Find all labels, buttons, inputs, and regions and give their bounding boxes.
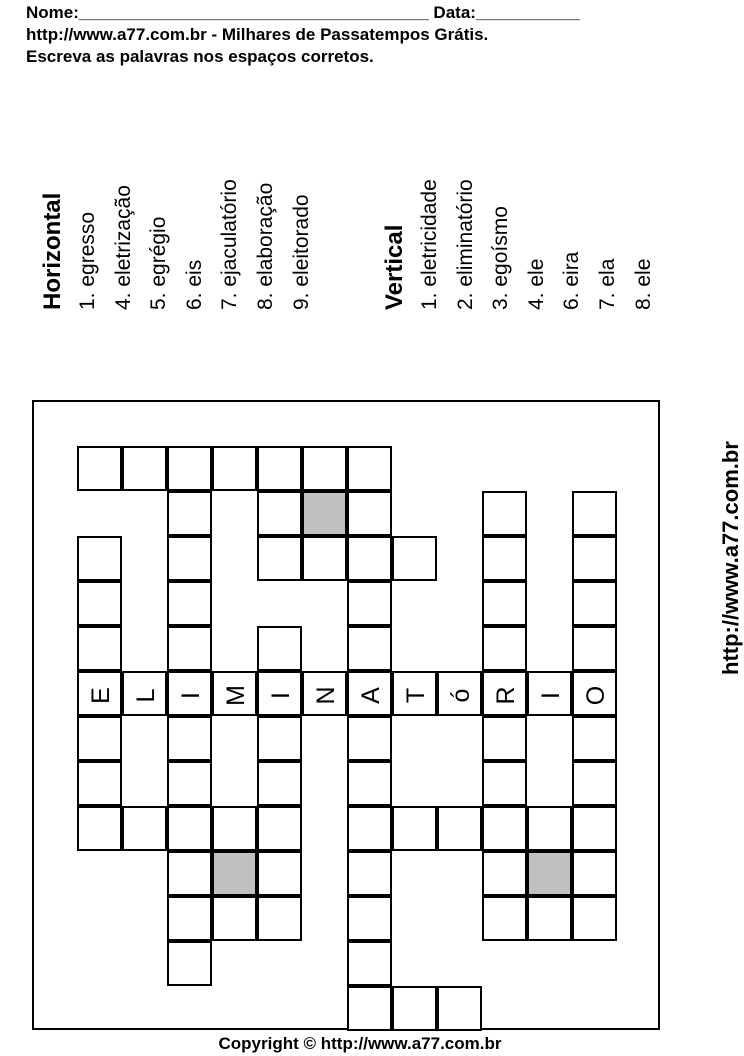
grid-cell[interactable] bbox=[482, 536, 527, 581]
grid-cell[interactable] bbox=[257, 761, 302, 806]
horizontal-clue: 9. eleitorado bbox=[289, 194, 313, 310]
grid-cell[interactable] bbox=[347, 536, 392, 581]
vertical-clue: 1. eletricidade bbox=[418, 179, 441, 310]
grid-cell[interactable] bbox=[347, 581, 392, 626]
vertical-clue: 4. ele bbox=[524, 258, 548, 310]
revealed-letter: I bbox=[267, 692, 295, 699]
grid-cell[interactable] bbox=[77, 581, 122, 626]
grid-cell[interactable] bbox=[572, 761, 617, 806]
vertical-heading: Vertical bbox=[381, 224, 408, 310]
grid-cell[interactable] bbox=[257, 626, 302, 671]
grid-cell[interactable] bbox=[392, 986, 437, 1031]
grid-cell[interactable] bbox=[167, 446, 212, 491]
grid-cell[interactable] bbox=[482, 806, 527, 851]
grid-cell[interactable] bbox=[572, 671, 617, 716]
grid-cell[interactable] bbox=[257, 896, 302, 941]
horizontal-clue: 5. egrégio bbox=[147, 216, 171, 310]
grid-cell[interactable] bbox=[302, 671, 347, 716]
grid-cell[interactable] bbox=[482, 671, 527, 716]
grid-cell[interactable] bbox=[347, 761, 392, 806]
grid-cell[interactable] bbox=[167, 581, 212, 626]
grid-cell[interactable] bbox=[122, 806, 167, 851]
horizontal-clue: 4. eletrização bbox=[111, 185, 135, 310]
grid-cell[interactable] bbox=[77, 536, 122, 581]
grid-cell[interactable] bbox=[77, 446, 122, 491]
revealed-letter: N bbox=[312, 686, 340, 705]
grid-cell[interactable] bbox=[482, 716, 527, 761]
grid-cell[interactable] bbox=[257, 806, 302, 851]
grid-cell[interactable] bbox=[572, 581, 617, 626]
revealed-letter: I bbox=[537, 692, 565, 699]
grid-cell[interactable] bbox=[257, 671, 302, 716]
grid-cell[interactable] bbox=[167, 851, 212, 896]
horizontal-heading: Horizontal bbox=[39, 192, 66, 310]
grid-cell[interactable] bbox=[167, 761, 212, 806]
grid-cell[interactable] bbox=[167, 626, 212, 671]
grid-cell[interactable] bbox=[572, 536, 617, 581]
horizontal-clue: 1. egresso bbox=[76, 211, 99, 310]
grid-cell[interactable] bbox=[257, 851, 302, 896]
grid-cell[interactable] bbox=[437, 986, 482, 1031]
revealed-letter: O bbox=[582, 685, 610, 706]
site-line: http://www.a77.com.br - Milhares de Passatempos Grátis. bbox=[26, 25, 489, 44]
grid-cell[interactable] bbox=[437, 806, 482, 851]
horizontal-clue: 6. eis bbox=[182, 259, 206, 310]
grid-cell[interactable] bbox=[347, 941, 392, 986]
grid-cell[interactable] bbox=[257, 536, 302, 581]
grid-cell[interactable] bbox=[167, 941, 212, 986]
grid-cell[interactable] bbox=[167, 806, 212, 851]
grid-cell[interactable] bbox=[347, 806, 392, 851]
revealed-letter: L bbox=[132, 688, 160, 703]
grid-cell[interactable] bbox=[122, 671, 167, 716]
vertical-clue: 3. egoísmo bbox=[489, 206, 513, 310]
revealed-letter: A bbox=[357, 687, 385, 704]
grid-cell[interactable] bbox=[437, 671, 482, 716]
grid-cell[interactable] bbox=[347, 671, 392, 716]
grid-cell[interactable] bbox=[167, 536, 212, 581]
revealed-letter: I bbox=[177, 692, 205, 699]
grid-cell[interactable] bbox=[347, 716, 392, 761]
grid-cell[interactable] bbox=[257, 491, 302, 536]
grid-cell[interactable] bbox=[77, 806, 122, 851]
grid-cell[interactable] bbox=[572, 716, 617, 761]
vertical-clue: 7. ela bbox=[595, 258, 619, 310]
grid-cell[interactable] bbox=[167, 896, 212, 941]
grid-cell[interactable] bbox=[347, 896, 392, 941]
grid-cell[interactable] bbox=[302, 536, 347, 581]
vertical-clue: 8. ele bbox=[631, 258, 655, 310]
grid-cell[interactable] bbox=[482, 581, 527, 626]
grid-cell[interactable] bbox=[347, 986, 392, 1031]
grid-cell[interactable] bbox=[212, 446, 257, 491]
grid-cell[interactable] bbox=[572, 851, 617, 896]
vertical-clue: 6. eira bbox=[560, 251, 584, 310]
grid-cell[interactable] bbox=[167, 716, 212, 761]
grid-cell[interactable] bbox=[212, 806, 257, 851]
revealed-letter: R bbox=[492, 686, 520, 705]
grid-cell[interactable] bbox=[392, 806, 437, 851]
revealed-letter: E bbox=[87, 687, 115, 704]
grid-cell[interactable] bbox=[347, 626, 392, 671]
grid-cell[interactable] bbox=[482, 491, 527, 536]
revealed-letter: M bbox=[222, 685, 250, 706]
grid-cell[interactable] bbox=[347, 446, 392, 491]
grid-cell[interactable] bbox=[482, 626, 527, 671]
grid-cell[interactable] bbox=[392, 536, 437, 581]
grid-cell[interactable] bbox=[392, 671, 437, 716]
vertical-clue: 2. eliminatório bbox=[453, 179, 477, 310]
grid-cell[interactable] bbox=[77, 671, 122, 716]
grid-cell[interactable] bbox=[167, 491, 212, 536]
grid-cell[interactable] bbox=[527, 671, 572, 716]
grid-cell[interactable] bbox=[257, 446, 302, 491]
grid-cell[interactable] bbox=[212, 896, 257, 941]
name-date-line[interactable]: Nome:_____________________________________ Data:___________ bbox=[26, 3, 580, 22]
grid-cell[interactable] bbox=[257, 716, 302, 761]
grid-cell[interactable] bbox=[572, 491, 617, 536]
revealed-letter: T bbox=[402, 687, 430, 704]
copyright-footer: Copyright © http://www.a77.com.br bbox=[218, 1034, 502, 1053]
grid-cell[interactable] bbox=[347, 851, 392, 896]
grid-cell[interactable] bbox=[482, 761, 527, 806]
horizontal-clue: 7. ejaculatório bbox=[218, 179, 242, 310]
grid-cell[interactable] bbox=[482, 851, 527, 896]
grid-cell[interactable] bbox=[77, 716, 122, 761]
horizontal-clue: 8. elaboração bbox=[253, 182, 277, 310]
grid-cell[interactable] bbox=[302, 446, 347, 491]
grid-cell[interactable] bbox=[527, 851, 572, 896]
grid-cell[interactable] bbox=[527, 806, 572, 851]
grid-cell[interactable] bbox=[212, 851, 257, 896]
grid-cell[interactable] bbox=[77, 626, 122, 671]
grid-cell[interactable] bbox=[482, 896, 527, 941]
grid-cell[interactable] bbox=[572, 806, 617, 851]
side-url: http://www.a77.com.br bbox=[718, 441, 743, 675]
grid-cell[interactable] bbox=[122, 446, 167, 491]
grid-cell[interactable] bbox=[302, 491, 347, 536]
grid-cell[interactable] bbox=[347, 491, 392, 536]
grid-cell[interactable] bbox=[167, 671, 212, 716]
grid-cell[interactable] bbox=[572, 896, 617, 941]
grid-cell[interactable] bbox=[572, 626, 617, 671]
grid-cell[interactable] bbox=[212, 671, 257, 716]
grid-cell[interactable] bbox=[77, 761, 122, 806]
grid-cell[interactable] bbox=[527, 896, 572, 941]
revealed-letter: ó bbox=[447, 688, 475, 703]
instruction-line: Escreva as palavras nos espaços corretos. bbox=[26, 47, 374, 66]
